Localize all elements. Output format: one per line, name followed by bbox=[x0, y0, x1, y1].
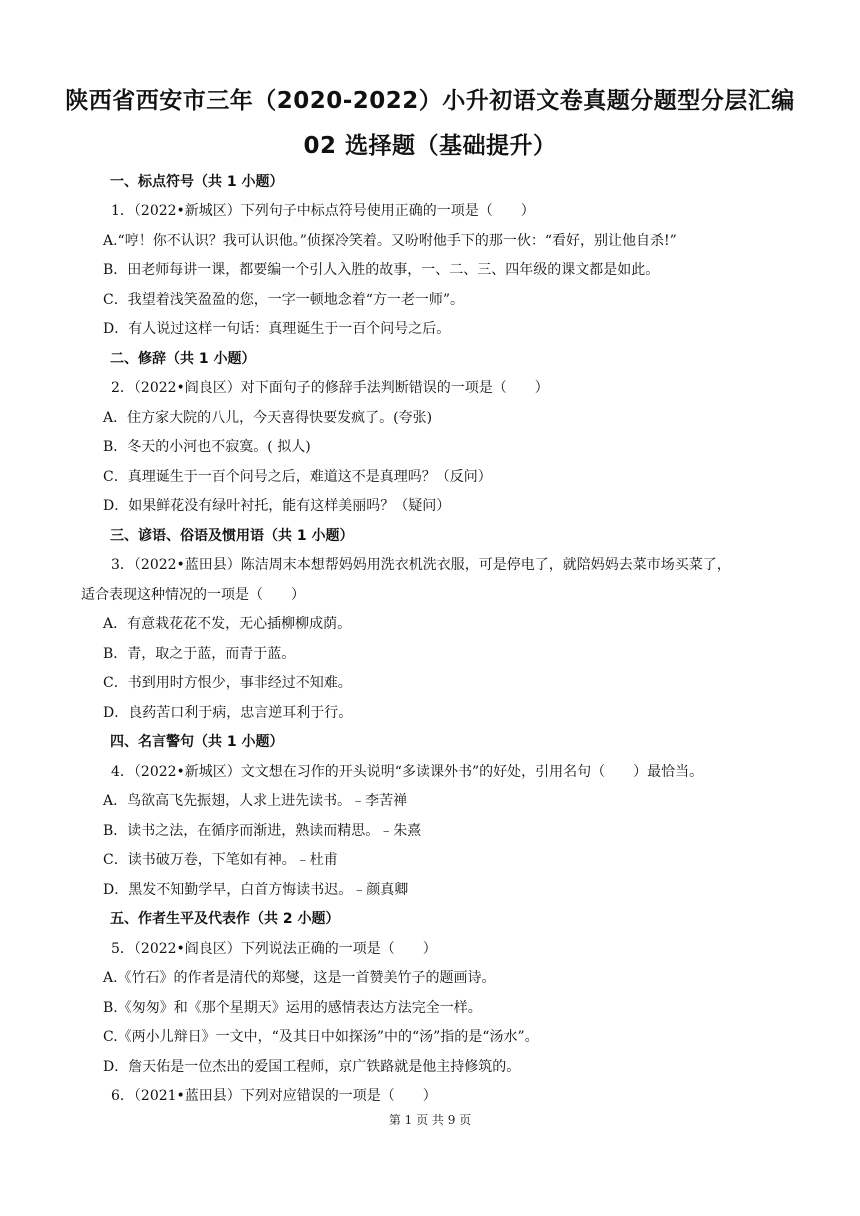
question-1-option-a: A.“哼！你不认识？我可认识他。”侦探冷笑着。又吩咐他手下的那一伙：“看好，别让他自杀!” bbox=[103, 233, 677, 249]
question-4-option-d: D．黑发不知勤学早，白首方悔读书迟。﹣颜真卿 bbox=[103, 882, 409, 898]
page-footer: 第 1 页 共 9 页 bbox=[388, 1113, 472, 1127]
section-heading-authors: 五、作者生平及代表作（共 2 小题） bbox=[110, 911, 340, 927]
question-4-option-c: C．读书破万卷，下笔如有神。﹣杜甫 bbox=[103, 852, 338, 868]
question-2-option-c: C．真理诞生于一百个问号之后，难道这不是真理吗？（反问） bbox=[103, 469, 492, 485]
question-5-option-c: C.《两小儿辩日》一文中，“及其日中如探汤”中的“汤”指的是“汤水”。 bbox=[103, 1029, 539, 1045]
question-6: 6．（2021•蓝田县）下列对应错误的一项是（ ） bbox=[111, 1088, 437, 1104]
question-1-option-d: D．有人说过这样一句话：真理诞生于一百个问号之后。 bbox=[103, 321, 451, 337]
question-5: 5．（2022•阎良区）下列说法正确的一项是（ ） bbox=[111, 941, 437, 957]
question-5-option-d: D．詹天佑是一位杰出的爱国工程师，京广铁路就是他主持修筑的。 bbox=[103, 1059, 521, 1075]
question-3-option-d: D．良药苦口利于病，忠言逆耳利于行。 bbox=[103, 705, 353, 721]
question-1-option-c: C．我望着浅笑盈盈的您，一字一顿地念着“方一老一师”。 bbox=[103, 292, 465, 308]
question-1-option-b: B．田老师每讲一课，都要编一个引人入胜的故事，一、二、三、四年级的课文都是如此。 bbox=[103, 262, 660, 278]
question-4-option-b: B．读书之法，在循序而渐进，熟读而精思。﹣朱熹 bbox=[103, 823, 422, 839]
document-subtitle: 02 选择题（基础提升） bbox=[303, 133, 557, 159]
question-4: 4．（2022•新城区）文文想在习作的开头说明“多读课外书”的好处，引用名句（ ）最恰当。 bbox=[111, 764, 704, 780]
question-2-option-b: B．冬天的小河也不寂寞。( 拟人) bbox=[103, 439, 311, 455]
section-heading-quotes: 四、名言警句（共 1 小题） bbox=[110, 734, 284, 750]
document-title: 陕西省西安市三年（2020-2022）小升初语文卷真题分题型分层汇编 bbox=[65, 88, 795, 114]
question-3-option-c: C．书到用时方恨少，事非经过不知难。 bbox=[103, 675, 352, 691]
question-3-option-b: B．青，取之于蓝，而青于蓝。 bbox=[103, 646, 296, 662]
question-3: 3．（2022•蓝田县）陈洁周末本想帮妈妈用洗衣机洗衣服，可是停电了，就陪妈妈去菜市场买菜了， bbox=[111, 557, 731, 573]
section-heading-proverbs: 三、谚语、俗语及惯用语（共 1 小题） bbox=[110, 528, 354, 544]
question-5-option-b: B.《匆匆》和《那个星期天》运用的感情表达方法完全一样。 bbox=[103, 1000, 482, 1016]
question-4-option-a: A．鸟欲高飞先振翅，人求上进先读书。﹣李苦禅 bbox=[103, 793, 408, 809]
section-heading-rhetoric: 二、修辞（共 1 小题） bbox=[110, 351, 256, 367]
question-5-option-a: A.《竹石》的作者是清代的郑燮，这是一首赞美竹子的题画诗。 bbox=[103, 970, 496, 986]
question-1: 1．（2022•新城区）下列句子中标点符号使用正确的一项是（ ） bbox=[111, 203, 535, 219]
question-2: 2．（2022•阎良区）对下面句子的修辞手法判断错误的一项是（ ） bbox=[111, 380, 549, 396]
question-2-option-d: D．如果鲜花没有绿叶衬托，能有这样美丽吗？（疑问） bbox=[103, 498, 451, 514]
section-heading-punctuation: 一、标点符号（共 1 小题） bbox=[110, 174, 284, 190]
question-3-option-a: A．有意栽花花不发，无心插柳柳成荫。 bbox=[103, 616, 352, 632]
question-3-continuation: 适合表现这种情况的一项是（ ） bbox=[81, 587, 305, 603]
question-2-option-a: A．住方家大院的八儿，今天喜得快要发疯了。(夸张) bbox=[103, 410, 433, 426]
